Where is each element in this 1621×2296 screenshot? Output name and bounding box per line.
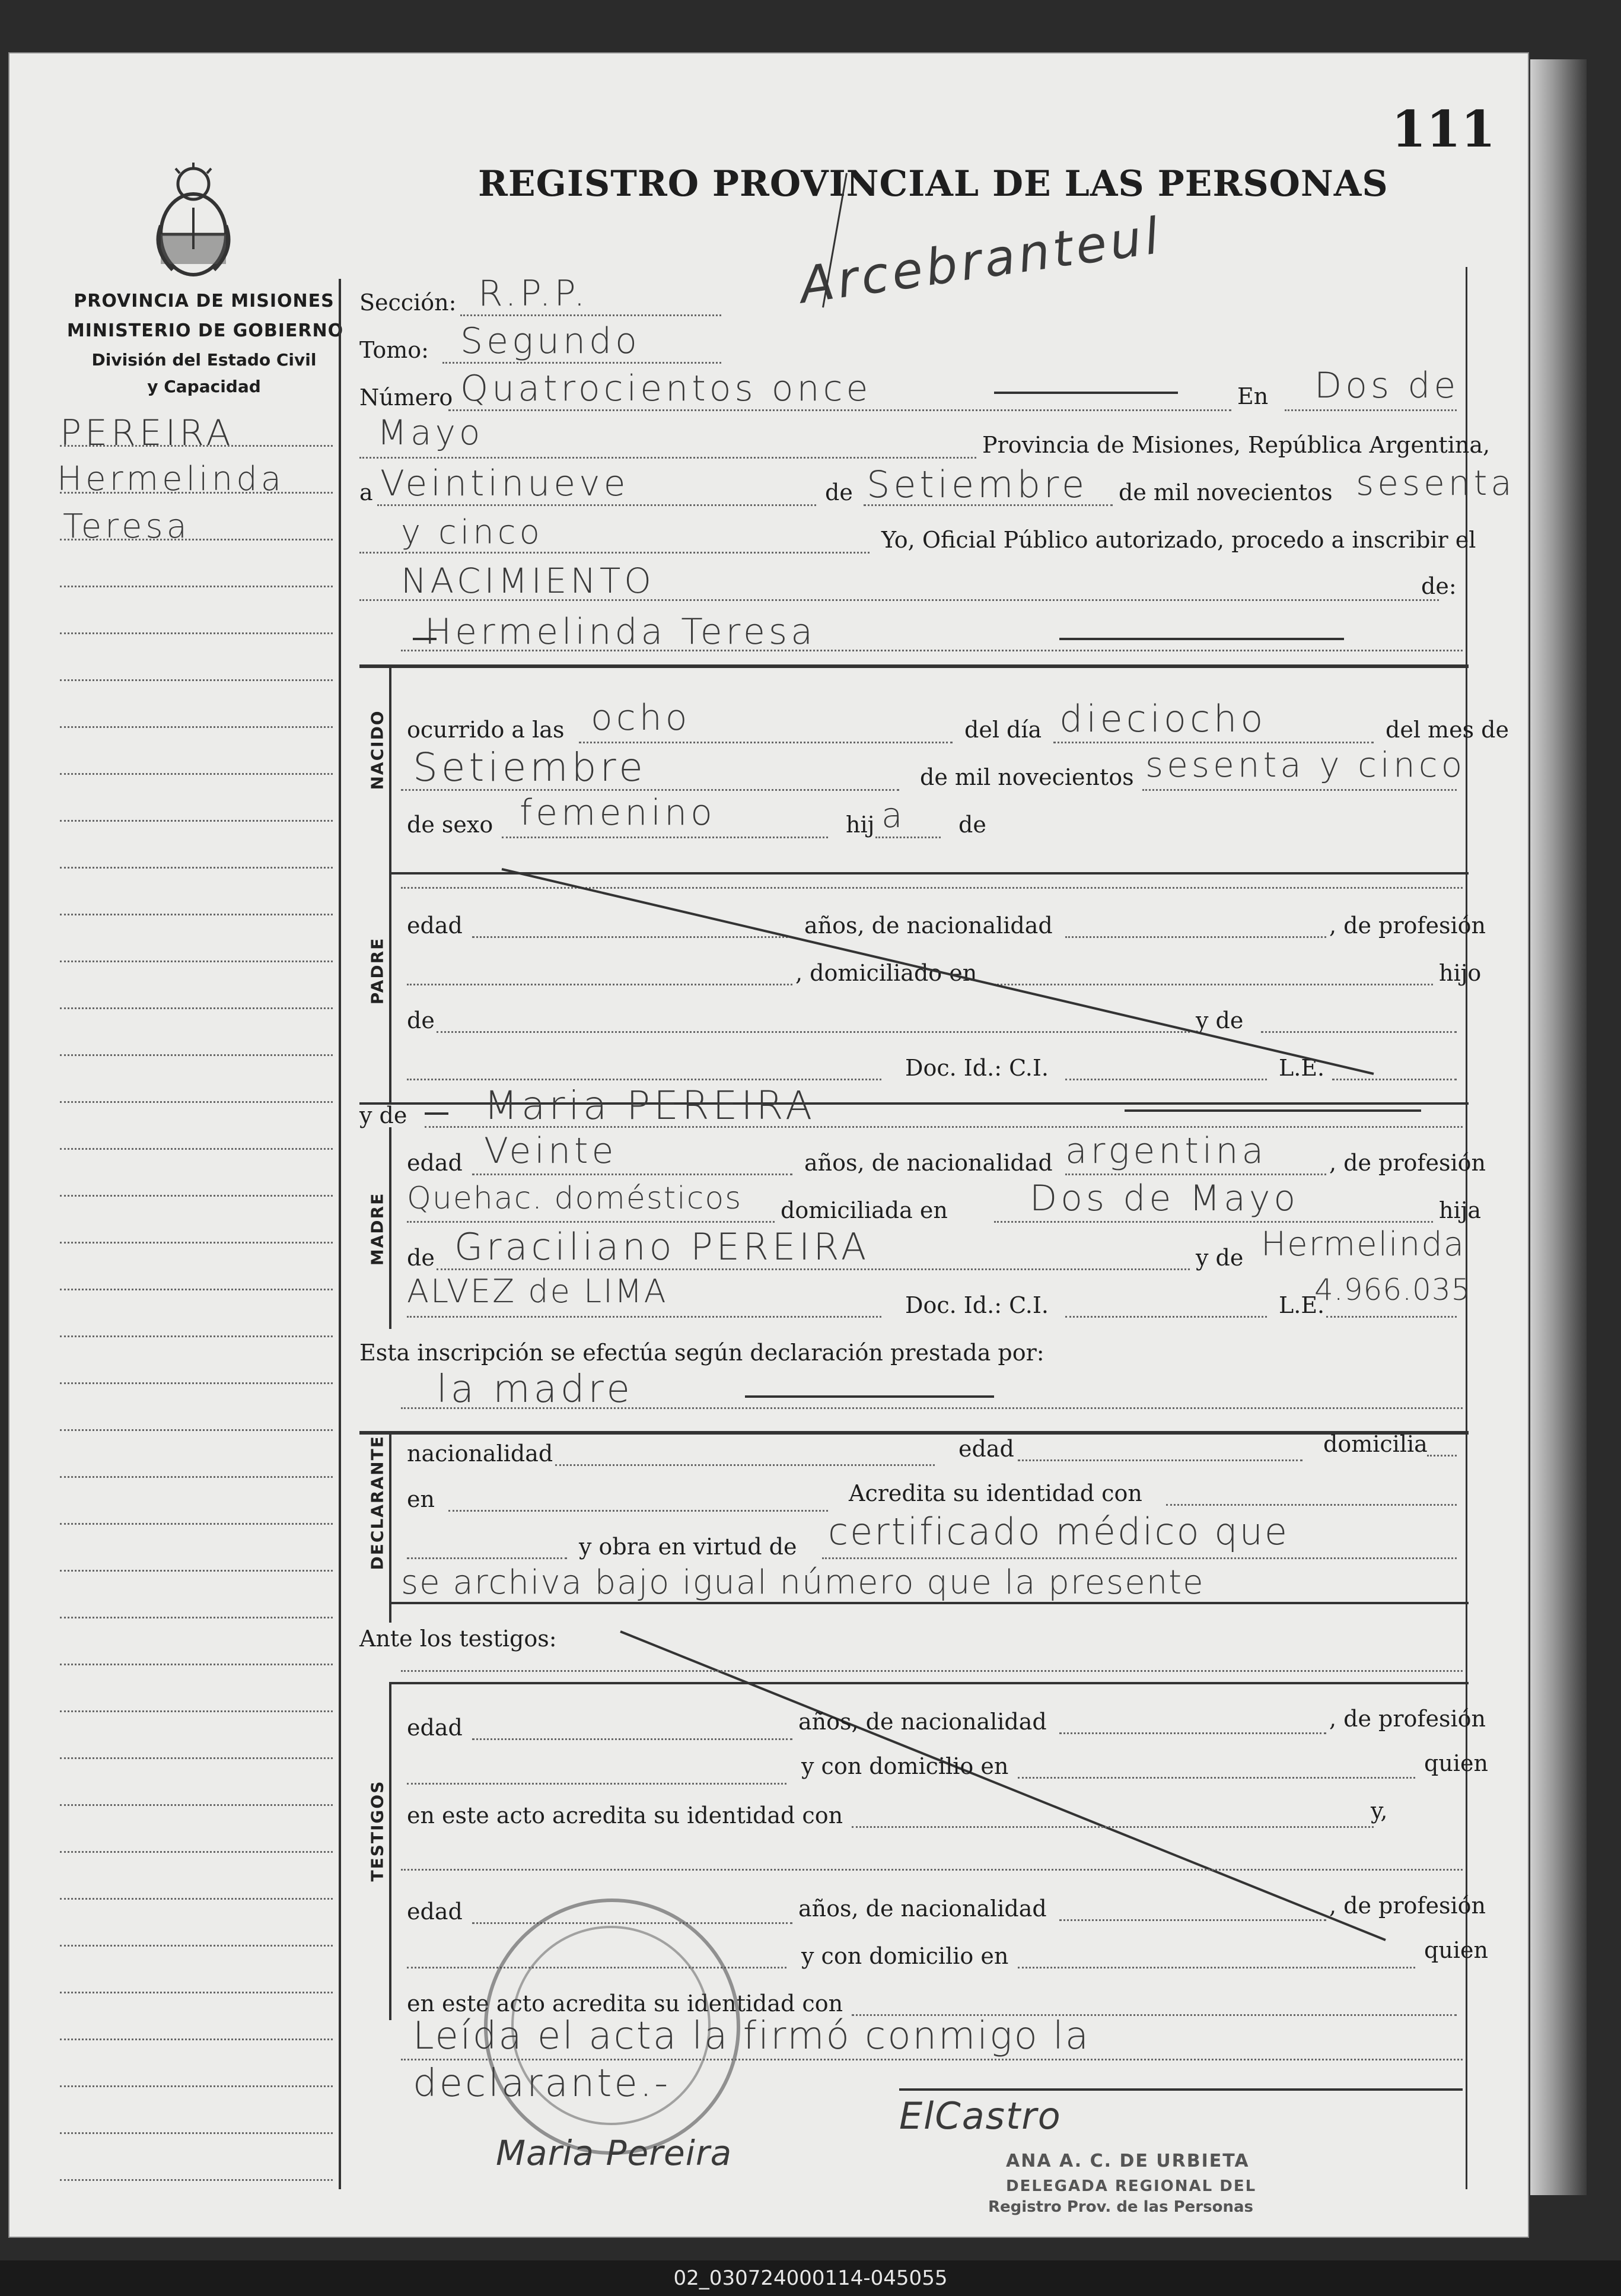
padre-edad-label: edad — [407, 912, 463, 939]
hora-value: ocho — [591, 697, 691, 739]
testigo2-acredita-label: en este acto acredita su identidad con — [407, 1990, 843, 2017]
sexo-value: femenino — [520, 792, 716, 834]
padre-profesion-label: , de profesión — [1329, 912, 1486, 939]
anio-cont: y cinco — [401, 513, 543, 552]
testigo2-anios-label: años, de nacionalidad — [798, 1896, 1047, 1922]
official-stamp-role: DELEGADA REGIONAL DEL — [1006, 2177, 1257, 2195]
madre-hija-label: hija — [1439, 1197, 1482, 1223]
testigos-intro-line — [401, 1670, 1463, 1672]
declarante-domicilia-label: domicilia — [1323, 1431, 1428, 1457]
madre-ci-line — [1065, 1316, 1267, 1318]
madre-domicilio-line — [994, 1221, 1433, 1223]
nacido-section-label: NACIDO — [367, 710, 387, 790]
testigos-intro: Ante los testigos: — [359, 1626, 557, 1652]
padre-hijo-label: hijo — [1439, 960, 1482, 986]
nombre-value: Hermelinda Teresa — [425, 611, 816, 653]
mes-value: Setiembre — [867, 463, 1088, 506]
hij-label: hij — [846, 812, 875, 838]
mil-label: de mil novecientos — [1119, 479, 1333, 505]
madre-le-line — [1326, 1316, 1457, 1318]
declarante-por-dash — [745, 1395, 994, 1398]
en-value: Dos de — [1314, 365, 1460, 406]
madre-doc-label: Doc. Id.: C.I. — [905, 1292, 1049, 1318]
madre-le-value: 4.966.035 — [1314, 1273, 1471, 1307]
declarante-side-rule — [389, 1433, 391, 1623]
sexo-label: de sexo — [407, 812, 493, 838]
provincia-text: Provincia de Misiones, República Argentina, — [982, 432, 1491, 458]
scan-footer-id: 02_030724000114-045055 — [673, 2266, 948, 2290]
declarante-en-label: en — [407, 1486, 435, 1512]
capacidad-label: y Capacidad — [147, 377, 261, 396]
madre-y-de2-label: y de — [1196, 1245, 1244, 1271]
padre-y-de-label: y de — [1196, 1007, 1244, 1033]
madre-madre-value: Hermelinda — [1261, 1225, 1466, 1264]
yo-text: Yo, Oficial Público autorizado, procedo a inscribir el — [881, 527, 1476, 553]
testigo1-acredita-label: en este acto acredita su identidad con — [407, 1802, 843, 1828]
padre-le-label: L.E. — [1279, 1055, 1325, 1081]
testigo1-edad-label: edad — [407, 1715, 463, 1741]
mother-signature: Maria Pereira — [496, 2133, 733, 2173]
declarante-intro: Esta inscripción se efectúa según declaración prestada por: — [359, 1340, 1044, 1366]
nacido-mes-value: Setiembre — [413, 745, 647, 790]
madre-padre-line — [437, 1268, 1190, 1270]
province-label: PROVINCIA DE MISIONES — [74, 291, 335, 311]
madre-padre-value: Graciliano PEREIRA — [454, 1225, 870, 1268]
testigo1-end-line — [401, 1869, 1463, 1871]
testigo1-profesion-line — [407, 1783, 786, 1785]
page-title: REGISTRO PROVINCIAL DE LAS PERSONAS — [478, 163, 1388, 205]
declarante-section-label: DECLARANTE — [367, 1435, 387, 1570]
declarante-por-line — [401, 1407, 1463, 1409]
madre-profesion-label: , de profesión — [1329, 1150, 1486, 1176]
testigo1-nacionalidad-line — [1059, 1732, 1326, 1734]
a-label: a — [359, 479, 373, 505]
de-label: de — [825, 479, 853, 505]
declarante-obra-line — [822, 1557, 1457, 1559]
declarante-obra-cont: se archiva bajo igual número que la presente — [401, 1563, 1205, 1602]
division-label: División del Estado Civil — [91, 350, 317, 370]
declarante-domicilia-line — [1427, 1455, 1457, 1457]
testigo1-edad-line — [472, 1738, 792, 1740]
madre-nombre-value: Maria PEREIRA — [484, 1083, 816, 1128]
tipo-value: NACIMIENTO — [401, 561, 655, 601]
madre-edad-value: Veinte — [484, 1130, 617, 1172]
testigos-section-label: TESTIGOS — [367, 1780, 387, 1882]
madre-y-de-label: y de — [359, 1102, 407, 1128]
madre-edad-label: edad — [407, 1150, 463, 1176]
testigo1-y-label: y, — [1371, 1798, 1388, 1824]
testigo2-nacionalidad-line — [1059, 1919, 1326, 1921]
madre-side-rule — [389, 1127, 391, 1329]
testigo1-acredita-line — [852, 1826, 1374, 1828]
testigos-top-rule — [389, 1682, 1469, 1684]
del-mes-label: del mes de — [1386, 717, 1509, 743]
declarante-blank-line — [407, 1557, 567, 1559]
hij-value: a — [881, 795, 906, 835]
testigo1-domicilio-label: y con domicilio en — [801, 1753, 1009, 1779]
madre-de-label: de — [407, 1245, 435, 1271]
madre-nacionalidad-line — [1065, 1174, 1326, 1175]
nacido-dia-value: dieciocho — [1059, 697, 1267, 740]
seccion-value: R.P.P. — [478, 273, 589, 314]
tomo-value: Segundo — [460, 320, 641, 362]
closing-line1: Leída el acta la firmó conmigo la — [413, 2014, 1091, 2058]
official-stamp-office: Registro Prov. de las Personas — [988, 2198, 1253, 2216]
en-label: En — [1237, 383, 1269, 409]
padre-doc-label: Doc. Id.: C.I. — [905, 1055, 1049, 1081]
declarante-nacionalidad-label: nacionalidad — [407, 1440, 553, 1467]
madre-madre-cont-line — [407, 1316, 881, 1318]
ministry-label: MINISTERIO DE GOBIERNO — [66, 320, 344, 341]
de-colon: de: — [1421, 573, 1457, 599]
margin-first-name: Hermelinda — [57, 460, 285, 498]
testigo2-quien-label: quien — [1424, 1937, 1488, 1963]
padre-domiciliado-label: , domiciliado en — [795, 960, 977, 986]
declarante-nacionalidad-line — [555, 1464, 935, 1466]
madre-dash-left — [425, 1112, 448, 1115]
declarante-acredita-line — [1166, 1504, 1457, 1506]
tomo-label: Tomo: — [359, 337, 429, 363]
madre-profesion-value: Quehac. domésticos — [407, 1181, 743, 1216]
testigo1-profesion-label: , de profesión — [1329, 1706, 1486, 1732]
testigo1-quien-label: quien — [1424, 1750, 1488, 1776]
header-signature: Arcebranteul — [796, 206, 1166, 315]
margin-surname: PEREIRA — [60, 412, 234, 454]
padre-section-label: PADRE — [367, 937, 387, 1005]
declarante-obra-cont-line — [389, 1602, 1469, 1604]
madre-edad-line — [472, 1174, 792, 1175]
padre-anios-label: años, de nacionalidad — [804, 912, 1053, 939]
numero-label: Número — [359, 384, 453, 411]
testigo1-domicilio-line — [1018, 1777, 1415, 1779]
testigo2-profesion-label: , de profesión — [1329, 1893, 1486, 1919]
declarante-acredita-label: Acredita su identidad con — [849, 1480, 1142, 1506]
madre-anios-label: años, de nacionalidad — [804, 1150, 1053, 1176]
official-signature: ElCastro — [899, 2094, 1062, 2138]
book-binding — [1530, 59, 1587, 2195]
declarante-por-value: la madre — [437, 1368, 633, 1411]
madre-section-label: MADRE — [367, 1192, 387, 1266]
dia-value: Veintinueve — [380, 463, 629, 504]
register-page — [9, 53, 1528, 2237]
testigos-side-rule — [389, 1682, 391, 2020]
closing-line2-dash — [899, 2088, 1463, 2091]
madre-domiciliada-label: domiciliada en — [781, 1197, 948, 1223]
del-dia-label: del día — [964, 717, 1042, 743]
testigo2-domicilio-line — [1018, 1967, 1415, 1969]
nacido-mil-label: de mil novecientos — [920, 764, 1134, 790]
anio-value: sesenta — [1356, 463, 1515, 503]
numero-value: Quatrocientos once — [460, 368, 872, 409]
nacido-de-label: de — [958, 812, 986, 838]
closing-line2: declarante.- — [413, 2062, 671, 2106]
madre-dash-right — [1125, 1109, 1421, 1112]
declarante-obra-label: y obra en virtud de — [579, 1534, 797, 1560]
declarante-top-rule — [359, 1431, 1469, 1435]
declarante-edad-label: edad — [958, 1436, 1014, 1462]
page-number: 111 — [1391, 100, 1496, 158]
declarante-en-line — [448, 1510, 828, 1512]
lugar-cont: Mayo — [377, 412, 484, 453]
nacido-anio-value: sesenta y cinco — [1145, 745, 1466, 785]
madre-le-label: L.E. — [1279, 1292, 1325, 1318]
testigo1-anios-label: años, de nacionalidad — [798, 1709, 1047, 1735]
margin-middle-name: Teresa — [63, 507, 190, 546]
declarante-obra-value: certificado médico que — [828, 1510, 1289, 1553]
testigo2-domicilio-label: y con domicilio en — [801, 1943, 1009, 1969]
official-stamp-name: ANA A. C. DE URBIETA — [1006, 2151, 1250, 2171]
madre-domicilio-value: Dos de Mayo — [1030, 1178, 1300, 1219]
ocurrido-label: ocurrido a las — [407, 717, 565, 743]
madre-nacionalidad-value: argentina — [1065, 1130, 1267, 1172]
testigo2-edad-label: edad — [407, 1899, 463, 1925]
padre-de-label: de — [407, 1007, 435, 1033]
madre-profesion-line — [407, 1221, 775, 1223]
seccion-label: Sección: — [359, 290, 457, 316]
closing-line1-rule — [401, 2059, 1463, 2060]
madre-madre-cont: ALVEZ de LIMA — [407, 1273, 668, 1310]
declarante-edad-line — [1018, 1459, 1302, 1461]
madre-nombre-line — [425, 1126, 1463, 1128]
